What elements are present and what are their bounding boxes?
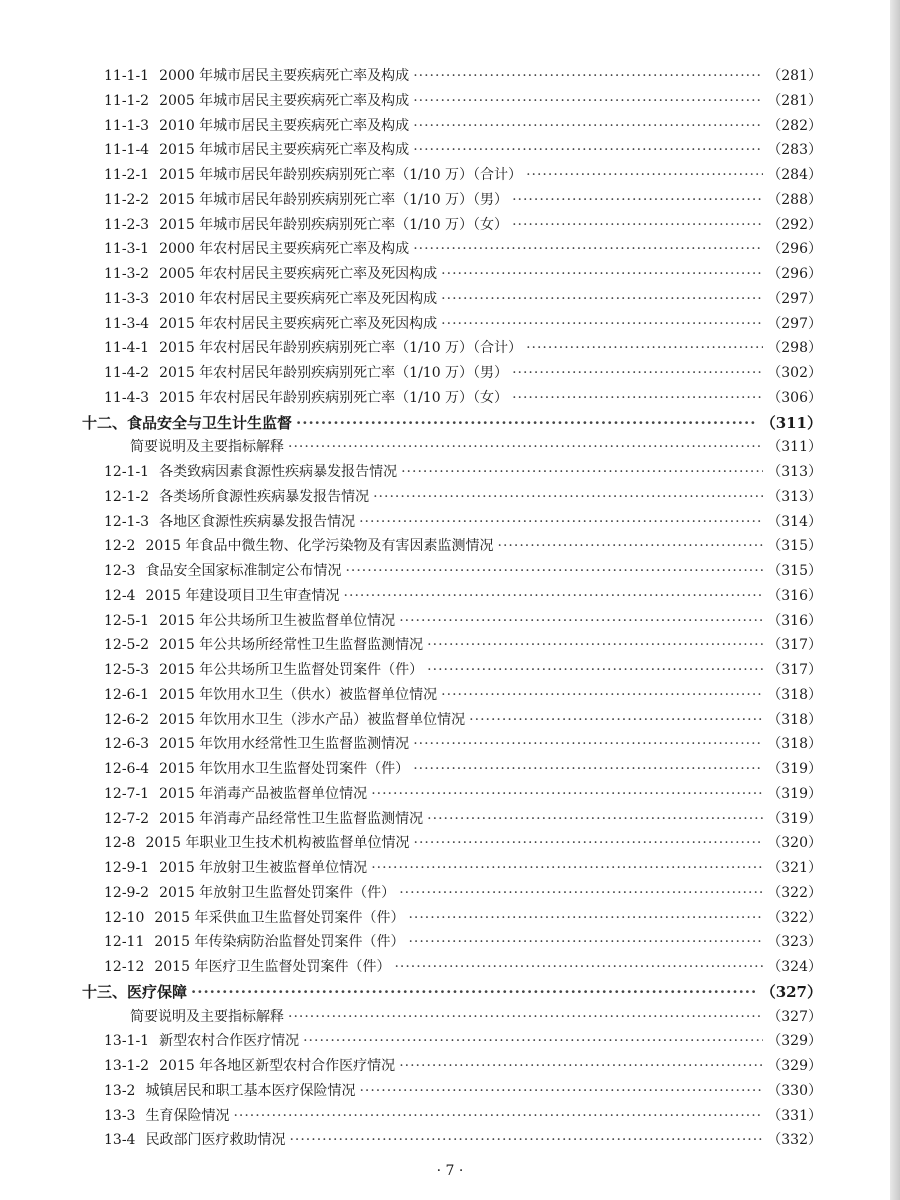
- toc-entry[interactable]: [82, 881, 822, 906]
- toc-entry-title: 各类场所食源性疾病暴发报告情况: [159, 488, 370, 505]
- toc-entry-code: 12-2: [104, 538, 136, 555]
- toc-entry-code: 11-4-3: [104, 389, 150, 406]
- dot-leader: [344, 584, 764, 609]
- dot-leader: [512, 188, 763, 213]
- toc-entry[interactable]: [82, 683, 822, 708]
- toc-entry-title: 2015 年各地区新型农村合作医疗情况: [159, 1058, 396, 1074]
- toc-entry-title: 十三、医疗保障: [82, 982, 188, 1001]
- toc-entry-page: （327）: [760, 982, 822, 1001]
- toc-entry-code: 11-3-3: [104, 290, 150, 307]
- page-number: · 7 ·: [436, 1163, 464, 1179]
- toc-entry-code: 11-2-1: [104, 167, 150, 183]
- toc-entry-code: 13-1-1: [104, 1033, 150, 1050]
- toc-section-heading[interactable]: [82, 980, 822, 1005]
- toc-entry-code: 12-1-3: [104, 513, 150, 530]
- dot-leader: [427, 633, 763, 658]
- dot-leader: [526, 336, 763, 361]
- dot-leader: [413, 114, 763, 139]
- toc-entry-page: （320）: [767, 835, 822, 852]
- dot-leader: [498, 534, 764, 559]
- dot-leader: [427, 658, 763, 683]
- toc-entry-page: （292）: [767, 216, 822, 233]
- toc-entry-title: 2015 年消毒产品被监督单位情况: [159, 785, 368, 802]
- toc-entry-code: 13-1-2: [104, 1058, 150, 1074]
- toc-entry-page: （319）: [767, 785, 822, 802]
- toc-entry-code: 11-3-4: [104, 315, 150, 332]
- dot-leader: [401, 460, 763, 485]
- toc-entry-title: 2015 年公共场所经常性卫生监督监测情况: [159, 637, 424, 654]
- toc-entry-page: （321）: [767, 860, 822, 876]
- toc-entry-title: 2015 年饮用水卫生（涉水产品）被监督单位情况: [159, 711, 466, 728]
- toc-entry[interactable]: [82, 213, 822, 238]
- toc-entry-code: 12-9-1: [104, 860, 150, 876]
- dot-leader: [399, 881, 763, 906]
- toc-entry-title: 简要说明及主要指标解释: [130, 1008, 284, 1025]
- toc-entry-code: 11-1-1: [104, 68, 150, 84]
- toc-entry-title: 民政部门医疗救助情况: [145, 1132, 286, 1149]
- toc-entry-code: 12-6-4: [104, 761, 150, 777]
- toc-entry-page: （281）: [767, 92, 822, 109]
- toc-entry[interactable]: [82, 1029, 822, 1054]
- dot-leader: [413, 89, 763, 114]
- toc-entry[interactable]: [82, 138, 822, 163]
- toc-entry[interactable]: [82, 336, 822, 361]
- dot-leader: [512, 213, 763, 238]
- toc-entry-title: 2015 年饮用水卫生监督处罚案件（件）: [159, 761, 410, 777]
- toc-entry-title: 2015 年职业卫生技术机构被监督单位情况: [145, 835, 410, 852]
- toc-entry-title: 2015 年城市居民年龄别疾病别死亡率（1/10 万）（合计）: [159, 167, 523, 183]
- toc-entry-title: 2015 年放射卫生被监督单位情况: [159, 860, 368, 876]
- toc-entry-title: 2015 年消毒产品经常性卫生监督监测情况: [159, 810, 424, 827]
- table-of-contents: [82, 64, 822, 1153]
- toc-entry-code: 11-2-2: [104, 191, 150, 208]
- toc-entry-title: 2015 年放射卫生监督处罚案件（件）: [159, 884, 396, 901]
- toc-entry-title: 2015 年公共场所卫生监督处罚案件（件）: [159, 662, 424, 678]
- toc-entry-title: 2000 年城市居民主要疾病死亡率及构成: [159, 68, 410, 84]
- toc-entry-page: （284）: [767, 167, 822, 183]
- toc-entry-title: 2015 年公共场所卫生被监督单位情况: [159, 612, 396, 629]
- toc-entry-page: （322）: [767, 909, 822, 926]
- toc-entry-page: （311）: [767, 439, 822, 456]
- toc-entry[interactable]: [82, 386, 822, 411]
- dot-leader: [413, 64, 763, 89]
- toc-entry-title: 十二、食品安全与卫生计生监督: [82, 413, 293, 432]
- toc-entry-code: 13-3: [104, 1107, 136, 1124]
- toc-entry-title: 2015 年城市居民年龄别疾病别死亡率（1/10 万）（女）: [159, 216, 509, 233]
- toc-entry-code: 12-10: [104, 909, 145, 926]
- toc-entry[interactable]: [82, 633, 822, 658]
- toc-entry[interactable]: [82, 361, 822, 386]
- toc-entry-page: （315）: [767, 538, 822, 555]
- toc-entry-page: （318）: [767, 711, 822, 728]
- toc-entry-title: 2005 年农村居民主要疾病死亡率及死因构成: [159, 266, 438, 282]
- toc-entry-title: 2015 年建设项目卫生审查情况: [145, 587, 340, 604]
- toc-entry-code: 12-5-1: [104, 612, 150, 629]
- dot-leader: [408, 906, 763, 931]
- toc-entry[interactable]: [82, 906, 822, 931]
- dot-leader: [441, 683, 763, 708]
- dot-leader: [408, 930, 763, 955]
- toc-entry-title: 简要说明及主要指标解释: [130, 439, 284, 456]
- dot-leader: [303, 1029, 763, 1054]
- toc-entry-code: 11-1-3: [104, 117, 150, 134]
- toc-entry[interactable]: [82, 856, 822, 881]
- toc-entry-page: （313）: [767, 488, 822, 505]
- dot-leader: [371, 856, 763, 881]
- toc-entry-page: （319）: [767, 810, 822, 827]
- toc-entry[interactable]: [82, 658, 822, 683]
- toc-entry-title: 2000 年农村居民主要疾病死亡率及构成: [159, 241, 410, 258]
- toc-entry-page: （297）: [767, 315, 822, 332]
- toc-entry-title: 2010 年农村居民主要疾病死亡率及死因构成: [159, 290, 438, 307]
- toc-entry-title: 2010 年城市居民主要疾病死亡率及构成: [159, 117, 410, 134]
- toc-entry-code: 12-6-1: [104, 686, 150, 703]
- toc-entry-code: 12-1-1: [104, 464, 150, 480]
- toc-entry-code: 11-1-2: [104, 92, 150, 109]
- toc-entry-code: 12-1-2: [104, 488, 150, 505]
- dot-leader: [399, 609, 763, 634]
- toc-entry-code: 12-5-3: [104, 662, 150, 678]
- toc-entry[interactable]: [82, 1079, 822, 1104]
- toc-entry[interactable]: [82, 312, 822, 337]
- toc-entry-title: 2015 年农村居民年龄别疾病别死亡率（1/10 万）（女）: [159, 389, 509, 406]
- toc-entry[interactable]: [82, 807, 822, 832]
- toc-entry-page: （318）: [767, 736, 822, 753]
- toc-entry-title: 2015 年食品中微生物、化学污染物及有害因素监测情况: [145, 538, 494, 555]
- toc-entry-page: （288）: [767, 191, 822, 208]
- toc-entry-title: 2015 年农村居民年龄别疾病别死亡率（1/10 万）（合计）: [159, 340, 523, 357]
- toc-entry[interactable]: [82, 1054, 822, 1079]
- toc-entry-code: 12-9-2: [104, 884, 150, 901]
- toc-entry-title: 2015 年城市居民年龄别疾病别死亡率（1/10 万）（男）: [159, 191, 509, 208]
- toc-entry-code: 12-8: [104, 835, 136, 852]
- toc-entry-page: （316）: [767, 612, 822, 629]
- toc-entry[interactable]: [82, 64, 822, 89]
- toc-entry-page: （314）: [767, 513, 822, 530]
- toc-entry[interactable]: [82, 460, 822, 485]
- toc-entry[interactable]: [82, 782, 822, 807]
- dot-leader: [399, 1054, 763, 1079]
- toc-section-heading[interactable]: [82, 411, 822, 436]
- toc-entry-page: （306）: [767, 389, 822, 406]
- toc-entry[interactable]: [82, 609, 822, 634]
- dot-leader: [413, 757, 763, 782]
- toc-entry-title: 各类致病因素食源性疾病暴发报告情况: [159, 464, 398, 480]
- toc-entry[interactable]: [82, 1104, 822, 1129]
- toc-note-entry[interactable]: [82, 1005, 822, 1030]
- toc-entry-code: 11-4-2: [104, 365, 150, 381]
- dot-leader: [413, 732, 763, 757]
- toc-entry-title: 2015 年农村居民年龄别疾病别死亡率（1/10 万）（男）: [159, 365, 509, 381]
- page-edge-shadow: [890, 0, 900, 1200]
- dot-leader: [427, 807, 763, 832]
- toc-entry-code: 12-7-1: [104, 785, 150, 802]
- toc-entry[interactable]: [82, 114, 822, 139]
- toc-entry-page: （327）: [767, 1008, 822, 1025]
- dot-leader: [371, 782, 763, 807]
- toc-entry-code: 11-2-3: [104, 216, 150, 233]
- toc-entry-title: 2015 年饮用水经常性卫生监督监测情况: [159, 736, 410, 753]
- toc-entry-page: （311）: [760, 413, 822, 432]
- toc-entry-title: 2015 年采供血卫生监督处罚案件（件）: [154, 909, 405, 926]
- toc-entry[interactable]: [82, 188, 822, 213]
- dot-leader: [296, 411, 757, 436]
- toc-entry-page: （323）: [767, 934, 822, 951]
- dot-leader: [289, 1128, 763, 1153]
- toc-entry-page: （302）: [767, 365, 822, 381]
- toc-entry[interactable]: [82, 831, 822, 856]
- toc-entry-page: （313）: [767, 464, 822, 480]
- toc-entry-code: 11-1-4: [104, 142, 150, 159]
- toc-entry[interactable]: [82, 534, 822, 559]
- toc-entry[interactable]: [82, 708, 822, 733]
- toc-entry-code: 11-4-1: [104, 340, 150, 357]
- dot-leader: [345, 559, 763, 584]
- dot-leader: [512, 361, 763, 386]
- toc-note-entry[interactable]: [82, 435, 822, 460]
- toc-entry-title: 2015 年传染病防治监督处罚案件（件）: [154, 934, 405, 951]
- toc-entry-title: 新型农村合作医疗情况: [159, 1033, 300, 1050]
- toc-entry[interactable]: [82, 930, 822, 955]
- toc-entry[interactable]: [82, 757, 822, 782]
- toc-entry-page: （297）: [767, 290, 822, 307]
- toc-entry-code: 12-11: [104, 934, 145, 951]
- toc-entry-code: 12-3: [104, 563, 136, 579]
- toc-entry-title: 2015 年饮用水卫生（供水）被监督单位情况: [159, 686, 438, 703]
- dot-leader: [413, 138, 763, 163]
- toc-entry-page: （319）: [767, 761, 822, 777]
- toc-entry-page: （283）: [767, 142, 822, 159]
- toc-entry[interactable]: [82, 237, 822, 262]
- toc-entry-code: 11-3-1: [104, 241, 150, 258]
- dot-leader: [512, 386, 763, 411]
- dot-leader: [394, 955, 763, 980]
- toc-entry-page: （331）: [767, 1107, 822, 1124]
- toc-entry[interactable]: [82, 732, 822, 757]
- dot-leader: [526, 163, 763, 188]
- toc-entry[interactable]: [82, 559, 822, 584]
- toc-entry-page: （317）: [767, 637, 822, 654]
- toc-entry[interactable]: [82, 163, 822, 188]
- toc-entry[interactable]: [82, 485, 822, 510]
- toc-entry[interactable]: [82, 89, 822, 114]
- dot-leader: [288, 1005, 763, 1030]
- toc-entry-title: 食品安全国家标准制定公布情况: [145, 563, 342, 579]
- dot-leader: [191, 980, 757, 1005]
- toc-entry-code: 12-12: [104, 959, 145, 975]
- toc-entry-page: （330）: [767, 1082, 822, 1099]
- toc-entry[interactable]: [82, 262, 822, 287]
- toc-entry-code: 13-2: [104, 1082, 136, 1099]
- toc-entry[interactable]: [82, 510, 822, 535]
- toc-entry-page: （296）: [767, 241, 822, 258]
- toc-entry-title: 生育保险情况: [145, 1107, 230, 1124]
- toc-entry[interactable]: [82, 287, 822, 312]
- toc-entry-page: （281）: [767, 68, 822, 84]
- toc-entry-title: 2005 年城市居民主要疾病死亡率及构成: [159, 92, 410, 109]
- toc-entry-code: 12-7-2: [104, 810, 150, 827]
- toc-entry-page: （318）: [767, 686, 822, 703]
- dot-leader: [359, 1079, 763, 1104]
- dot-leader: [441, 287, 763, 312]
- toc-entry-page: （298）: [767, 340, 822, 357]
- dot-leader: [441, 262, 763, 287]
- toc-entry[interactable]: [82, 584, 822, 609]
- toc-entry-title: 2015 年农村居民主要疾病死亡率及死因构成: [159, 315, 438, 332]
- toc-entry-page: （315）: [767, 563, 822, 579]
- dot-leader: [373, 485, 763, 510]
- toc-entry-title: 2015 年医疗卫生监督处罚案件（件）: [154, 959, 391, 975]
- dot-leader: [414, 831, 764, 856]
- toc-entry-code: 12-6-3: [104, 736, 150, 753]
- toc-entry-page: （329）: [767, 1058, 822, 1074]
- toc-entry-page: （296）: [767, 266, 822, 282]
- toc-entry-page: （282）: [767, 117, 822, 134]
- dot-leader: [413, 237, 763, 262]
- dot-leader: [441, 312, 763, 337]
- toc-entry[interactable]: [82, 1128, 822, 1153]
- toc-entry-title: 各地区食源性疾病暴发报告情况: [159, 513, 356, 530]
- toc-entry[interactable]: [82, 955, 822, 980]
- toc-entry-page: （316）: [767, 587, 822, 604]
- dot-leader: [233, 1104, 763, 1129]
- toc-entry-page: （324）: [767, 959, 822, 975]
- toc-entry-code: 12-6-2: [104, 711, 150, 728]
- dot-leader: [359, 510, 763, 535]
- toc-entry-title: 城镇居民和职工基本医疗保险情况: [145, 1082, 356, 1099]
- toc-entry-code: 12-5-2: [104, 637, 150, 654]
- toc-entry-page: （329）: [767, 1033, 822, 1050]
- toc-entry-page: （332）: [767, 1132, 822, 1149]
- toc-entry-title: 2015 年城市居民主要疾病死亡率及构成: [159, 142, 410, 159]
- toc-entry-page: （322）: [767, 884, 822, 901]
- toc-entry-code: 12-4: [104, 587, 136, 604]
- dot-leader: [469, 708, 763, 733]
- toc-entry-code: 13-4: [104, 1132, 136, 1149]
- toc-entry-code: 11-3-2: [104, 266, 150, 282]
- dot-leader: [288, 435, 763, 460]
- toc-entry-page: （317）: [767, 662, 822, 678]
